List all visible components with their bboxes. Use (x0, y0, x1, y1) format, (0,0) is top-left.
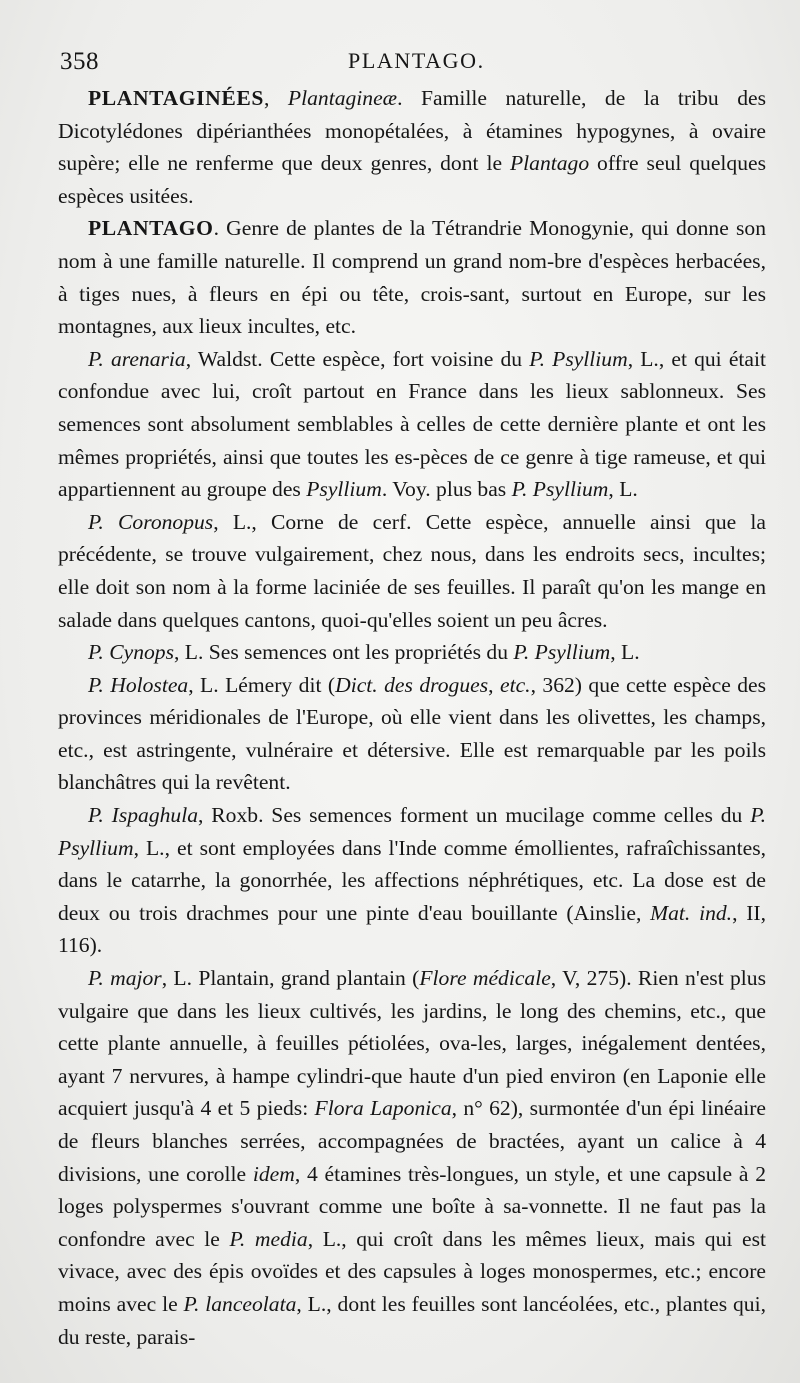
page-header (58, 46, 778, 82)
italic-run: Flore médicale (419, 966, 551, 991)
paragraph (58, 669, 766, 799)
entry-heading: PLANTAGO (88, 216, 214, 241)
italic-run: Mat. ind. (650, 900, 733, 925)
text-run: . Voy. plus bas (381, 477, 512, 502)
text-run: , L., et qui était confondue avec lui, croît partout en France dans les lieux sablonneux. Ses semences sont absolument semblables à celles de cette dernière plante et ont les mêmes propriétés, ainsi que toutes les es-pèces de ce genre à tige rameuse, et qui appartiennent au groupe des (58, 346, 766, 502)
body-text (58, 82, 766, 1353)
italic-run: Psyllium (306, 477, 382, 502)
italic-run: P. major (88, 966, 162, 991)
text-run: , L. Plantain, grand plantain ( (161, 966, 420, 991)
italic-run: P. Coronopus (88, 509, 214, 534)
paragraph (58, 506, 766, 636)
paragraph (58, 636, 766, 669)
italic-run: P. Psyllium (529, 346, 628, 371)
text-run: , n° 62), surmontée d'un épi linéaire de fleurs blanches serrées, accompagnées de bractées, ayant un calice à 4 divisions, une corolle (58, 1096, 766, 1186)
text-run: . Famille naturelle, de la tribu des Dicotylédones dipérianthées monopétalées, à étamines hypogynes, à ovaire supère; elle ne renferme que deux genres, dont le (58, 86, 767, 176)
text-run: , II, 116). (58, 900, 767, 958)
italic-run: P. Psyllium (511, 477, 609, 502)
paragraph (58, 212, 766, 342)
italic-run: Flora Laponica (314, 1096, 452, 1121)
text-run: , L., dont les feuilles sont lancéolées, etc., plantes qui, du reste, parais- (58, 1291, 767, 1349)
paragraph (58, 962, 766, 1353)
italic-run: idem (252, 1161, 295, 1186)
italic-run: P. Holostea (88, 672, 189, 697)
text-run: , Waldst. Cette espèce, fort voisine du (185, 346, 530, 371)
italic-run: P. lanceolata (183, 1291, 297, 1316)
italic-run: P. Ispaghula (88, 803, 199, 828)
paragraph (58, 82, 766, 212)
paragraph (58, 343, 766, 506)
text-run: , (488, 672, 500, 697)
text-run: , L. Ses semences ont les propriétés du (173, 640, 514, 665)
italic-run: P. Psyllium (513, 640, 611, 665)
italic-run: P. arenaria (88, 346, 186, 371)
text-run: , Roxb. Ses semences forment un mucilage comme celles du (198, 803, 751, 828)
italic-run: Plantago (509, 151, 590, 176)
italic-run: P. media (229, 1226, 308, 1251)
paragraph (58, 799, 766, 962)
text-run: , 4 étamines très-longues, un style, et une capsule à 2 loges polyspermes s'ouvrant comme une boîte à sa-vonnette. Il ne faut pas la confondre avec le (58, 1161, 767, 1251)
italic-run: Dict. des drogues (335, 672, 489, 697)
text-run: , 362) que cette espèce des provinces méridionales de l'Europe, où elle vient dans les olivettes, les champs, etc., est astringente, vulnéraire et détersive. Elle est remarquable par les poils blanchâtres qui la revêtent. (58, 672, 766, 795)
text-run: , (264, 86, 288, 110)
text-run: , L., qui croît dans les mêmes lieux, mais qui est vivace, avec des épis ovoïdes et des capsules à loges monospermes, etc.; encore moins avec le (58, 1226, 766, 1316)
text-run: , L., Corne de cerf. Cette espèce, annuelle ainsi que la précédente, se trouve vulgairement, chez nous, dans les endroits secs, incultes; elle doit son nom à la forme laciniée de ses feuilles. Il paraît qu'on les mange en salade dans quelques cantons, quoi-qu'elles soient un peu âcres. (58, 509, 766, 632)
italic-run: etc. (499, 672, 531, 697)
text-run: , L. (608, 477, 638, 502)
running-title: PLANTAGO. (348, 48, 485, 73)
text-run: , L. Lémery dit ( (188, 672, 336, 697)
text-run: , L. (610, 640, 640, 665)
text-run: offre seul quelques espèces usitées. (58, 151, 766, 208)
text-run: , V, 275). Rien n'est plus vulgaire que dans les lieux cultivés, les jardins, le long des chemins, etc., que cette plante annuelle, à feuilles pétiolées, ova-les, larges, inégalement dentées, ayant 7 nervures, à hampe cylindri-que haute d'un pied environ (en Laponie elle acquiert jusqu'à 4 et 5 pieds: (58, 966, 767, 1121)
page-number: 358 (60, 48, 99, 75)
entry-heading: PLANTAGINÉES (88, 86, 264, 110)
italic-run: Plantagineæ (287, 86, 398, 110)
text-run: . Genre de plantes de la Tétrandrie Monogynie, qui donne son nom à une famille naturelle. Il comprend un grand nom-bre d'espèces herbacées, à tiges nues, à fleurs en épi ou tête, crois-sant, surtout en Europe, sur les montagnes, aux lieux incultes, etc. (58, 216, 766, 339)
italic-run: P. Cynops (88, 640, 174, 665)
italic-run: P. Psyllium (58, 803, 766, 860)
text-run: , L., et sont employées dans l'Inde comme émollientes, rafraîchissantes, dans le catarrhe, la gonorrhée, les affections néphrétiques, etc. La dose est de deux ou trois drachmes pour une pinte d'eau bouillante (Ainslie, (58, 835, 766, 925)
